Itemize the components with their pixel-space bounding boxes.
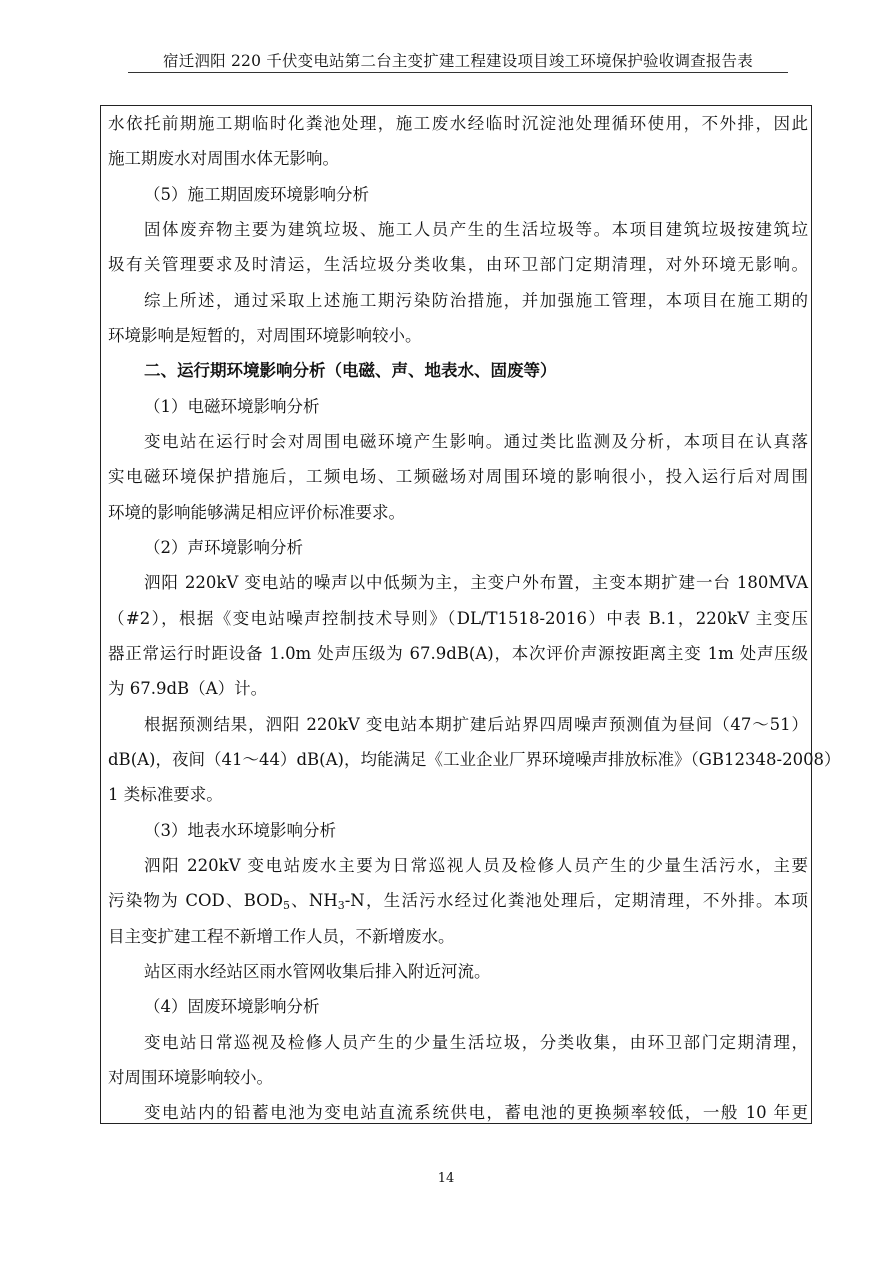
text-line: 为 67.9dB（A）计。 <box>108 679 268 698</box>
text-line: 圾有关管理要求及时清运，生活垃圾分类收集，由环卫部门定期清理，对外环境无影响。 <box>108 255 808 274</box>
text-line: （#2），根据《变电站噪声控制技术导则》（DL/T1518-2016）中表 B.1，220kV 主变压 <box>108 609 808 628</box>
text-line <box>108 889 808 913</box>
page-number: 14 <box>437 1171 455 1186</box>
subsection-heading: （5）施工期固废环境影响分析 <box>144 185 369 204</box>
text-line: 站区雨水经站区雨水管网收集后排入附近河流。 <box>144 962 491 981</box>
text-line: 变电站日常巡视及检修人员产生的少量生活垃圾，分类收集，由环卫部门定期清理， <box>144 1033 808 1052</box>
text-line: 施工期废水对周围水体无影响。 <box>108 149 339 168</box>
page-header: 宿迁泗阳 220 千伏变电站第二台主变扩建工程建设项目竣工环境保护验收调查报告表 <box>163 52 753 70</box>
text-line: dB(A)，夜间（41～44）dB(A)，均能满足《工业企业厂界环境噪声排放标准》（GB12348-2008） <box>108 750 841 769</box>
text-fragment: -N，生活污水经过化粪池处理后，定期清理，不外排。本项 <box>344 891 809 910</box>
text-line: 实电磁环境保护措施后，工频电场、工频磁场对周围环境的影响很小，投入运行后对周围 <box>108 467 808 486</box>
text-line: 综上所述，通过采取上述施工期污染防治措施，并加强施工管理，本项目在施工期的 <box>144 291 808 310</box>
text-line: 器正常运行时距设备 1.0m 处声压级为 67.9dB(A)，本次评价声源按距离主变 1m 处声压级 <box>108 644 808 663</box>
text-line: 泗阳 220kV 变电站的噪声以中低频为主，主变户外布置，主变本期扩建一台 180MVA <box>144 573 808 592</box>
text-line: 变电站内的铅蓄电池为变电站直流系统供电，蓄电池的更换频率较低，一般 10 年更 <box>144 1103 808 1122</box>
header-rule <box>128 72 788 73</box>
text-line: 环境的影响能够满足相应评价标准要求。 <box>108 503 405 522</box>
subsection-heading: （3）地表水环境影响分析 <box>144 821 336 840</box>
text-line: 固体废弃物主要为建筑垃圾、施工人员产生的生活垃圾等。本项目建筑垃圾按建筑垃 <box>144 220 808 239</box>
text-line: 水依托前期施工期临时化粪池处理，施工废水经临时沉淀池处理循环使用，不外排，因此 <box>108 114 808 133</box>
text-fragment: 污染物为 COD、BOD <box>108 891 283 910</box>
subsection-heading: （1）电磁环境影响分析 <box>144 397 320 416</box>
text-line: 环境影响是短暂的，对周围环境影响较小。 <box>108 326 422 345</box>
text-line: 1 类标准要求。 <box>108 785 223 804</box>
text-line: 变电站在运行时会对周围电磁环境产生影响。通过类比监测及分析，本项目在认真落 <box>144 432 808 451</box>
text-fragment: 、NH <box>289 891 338 910</box>
section-heading: 二、运行期环境影响分析（电磁、声、地表水、固废等） <box>144 361 557 380</box>
text-line: 泗阳 220kV 变电站废水主要为日常巡视人员及检修人员产生的少量生活污水，主要 <box>144 856 808 875</box>
subsection-heading: （4）固废环境影响分析 <box>144 997 320 1016</box>
text-line: 目主变扩建工程不新增工作人员，不新增废水。 <box>108 927 455 946</box>
subsection-heading: （2）声环境影响分析 <box>144 538 303 557</box>
subscript: 3 <box>337 899 345 912</box>
text-line: 根据预测结果，泗阳 220kV 变电站本期扩建后站界四周噪声预测值为昼间（47～51） <box>144 715 808 734</box>
subscript: 5 <box>282 899 290 912</box>
text-line: 对周围环境影响较小。 <box>108 1068 273 1087</box>
